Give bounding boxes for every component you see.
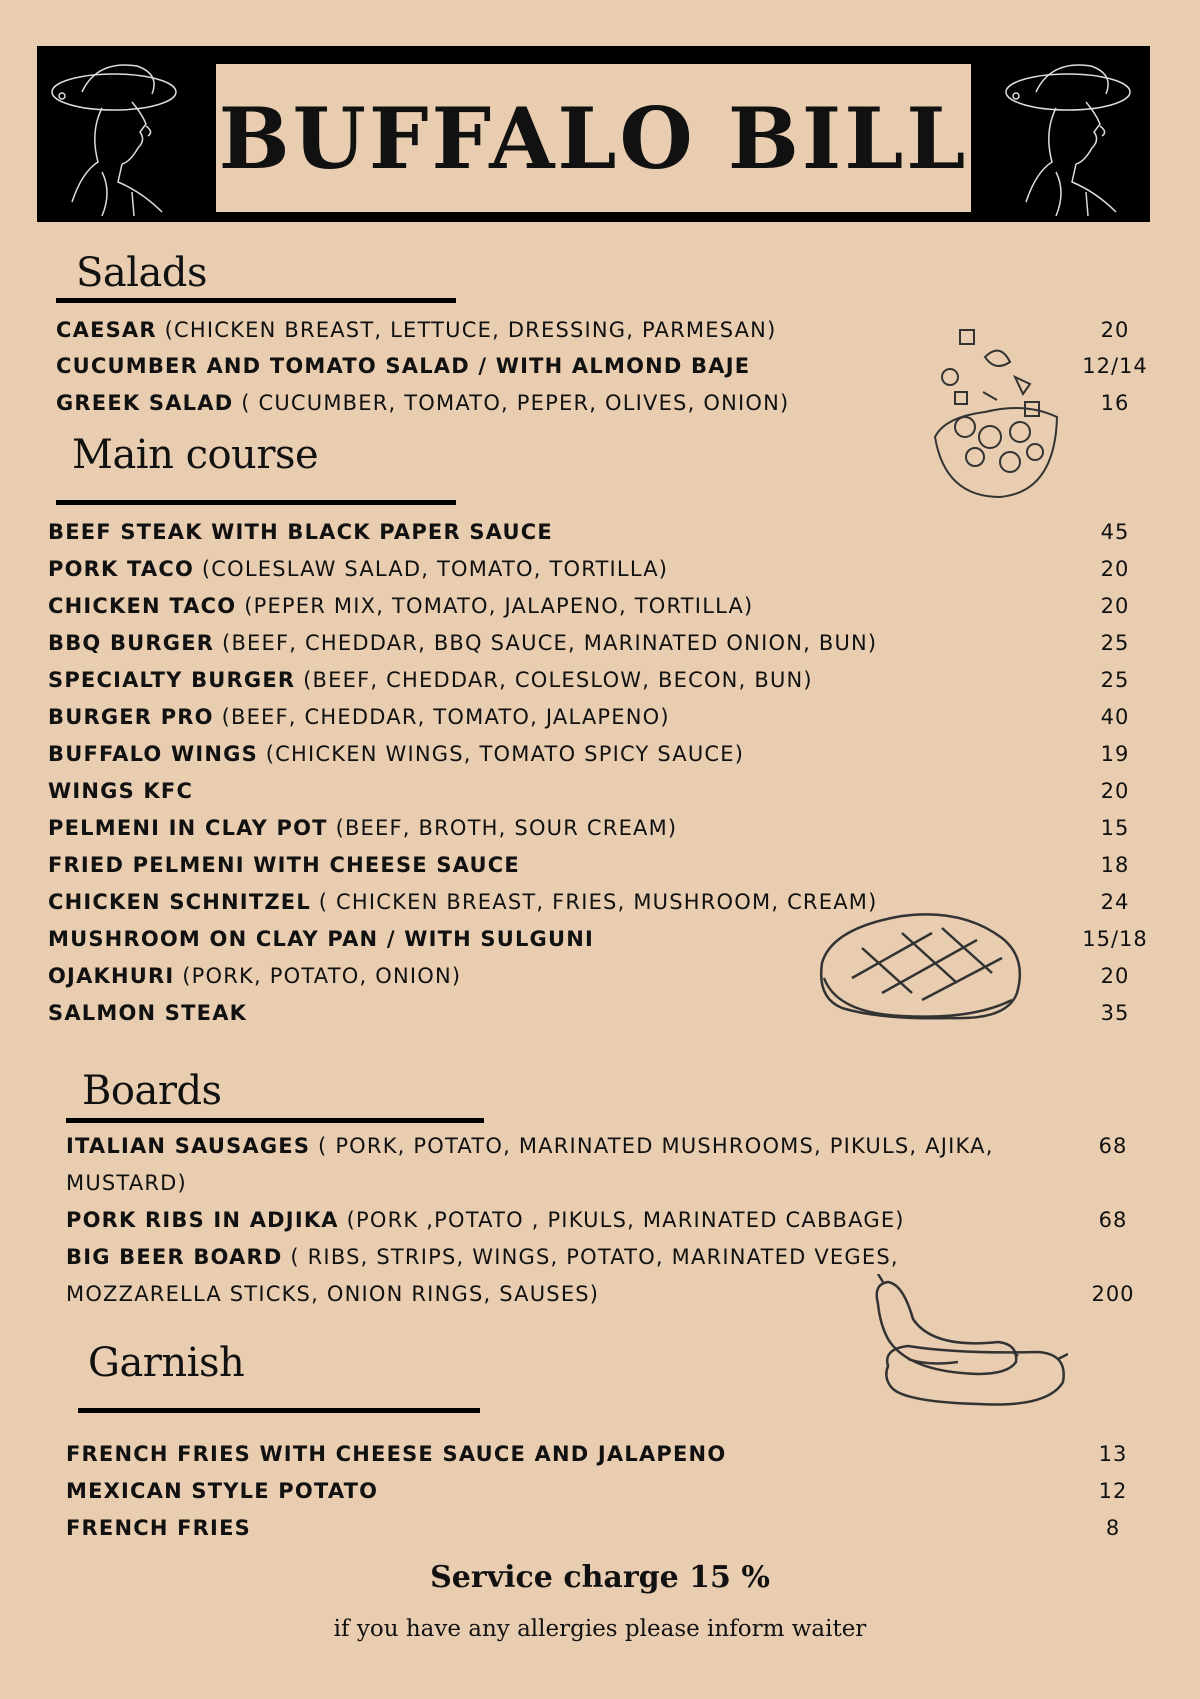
menu-item: BURGER PRO (BEEF, CHEDDAR, TOMATO, JALAPENO): [48, 705, 670, 729]
steak-icon: [812, 908, 1032, 1028]
section-title-garnish: Garnish: [88, 1340, 245, 1386]
menu-item-price: 35: [1100, 1001, 1130, 1025]
section-divider: [66, 1118, 484, 1123]
section-title-boards: Boards: [82, 1068, 222, 1114]
menu-item-continuation: MUSTARD): [66, 1171, 187, 1195]
menu-item-price: 12/14: [1082, 354, 1148, 378]
menu-item: SALMON STEAK: [48, 1001, 248, 1025]
menu-item-price: 20: [1100, 964, 1130, 988]
cowboy-portrait-right-icon: [996, 52, 1146, 216]
menu-item-price: 16: [1100, 391, 1130, 415]
menu-item: GREEK SALAD ( CUCUMBER, TOMATO, PEPER, OLIVES, ONION): [56, 391, 790, 415]
menu-item-price: 200: [1091, 1282, 1135, 1306]
menu-item-price: 15: [1100, 816, 1130, 840]
menu-item: FRENCH FRIES: [66, 1516, 251, 1540]
menu-item: MUSHROOM ON CLAY PAN / WITH SULGUNI: [48, 927, 595, 951]
menu-item-price: 19: [1100, 742, 1130, 766]
menu-item-price: 12: [1098, 1479, 1128, 1503]
menu-item: CAESAR (CHICKEN BREAST, LETTUCE, DRESSING, PARMESAN): [56, 318, 777, 342]
section-title-salads: Salads: [76, 250, 208, 296]
menu-item-price: 25: [1100, 668, 1130, 692]
menu-item-price: 24: [1100, 890, 1130, 914]
menu-item-price: 20: [1100, 779, 1130, 803]
menu-item-price: 68: [1098, 1208, 1128, 1232]
section-divider: [78, 1408, 480, 1413]
menu-item-continuation: MOZZARELLA STICKS, ONION RINGS, SAUSES): [66, 1282, 600, 1306]
section-divider: [56, 298, 456, 303]
allergy-note: if you have any allergies please inform waiter: [333, 1616, 867, 1642]
menu-item-price: 68: [1098, 1134, 1128, 1158]
restaurant-title: BUFFALO BILL: [218, 88, 969, 188]
menu-item-price: 20: [1100, 318, 1130, 342]
menu-item-price: 20: [1100, 594, 1130, 618]
menu-item: MEXICAN STYLE POTATO: [66, 1479, 379, 1503]
menu-item-price: 15/18: [1082, 927, 1148, 951]
cowboy-portrait-left-icon: [42, 52, 192, 216]
menu-item: CHICKEN SCHNITZEL ( CHICKEN BREAST, FRIES, MUSHROOM, CREAM): [48, 890, 878, 914]
menu-item: PORK RIBS IN ADJIKA (PORK ,POTATO , PIKULS, MARINATED CABBAGE): [66, 1208, 905, 1232]
salad-bowl-icon: [925, 322, 1065, 502]
section-title-main-course: Main course: [72, 432, 319, 478]
sausages-icon: [868, 1274, 1068, 1410]
menu-item: BBQ BURGER (BEEF, CHEDDAR, BBQ SAUCE, MARINATED ONION, BUN): [48, 631, 878, 655]
menu-item-price: 45: [1100, 520, 1130, 544]
menu-item-price: 25: [1100, 631, 1130, 655]
menu-item: PELMENI IN CLAY POT (BEEF, BROTH, SOUR CREAM): [48, 816, 678, 840]
menu-item-price: 8: [1105, 1516, 1121, 1540]
menu-item: FRENCH FRIES WITH CHEESE SAUCE AND JALAPENO: [66, 1442, 727, 1466]
menu-item-price: 40: [1100, 705, 1130, 729]
menu-item: BEEF STEAK WITH BLACK PAPER SAUCE: [48, 520, 553, 544]
service-charge-note: Service charge 15 %: [430, 1560, 770, 1595]
menu-item: SPECIALTY BURGER (BEEF, CHEDDAR, COLESLOW, BECON, BUN): [48, 668, 813, 692]
menu-item-price: 20: [1100, 557, 1130, 581]
menu-item: OJAKHURI (PORK, POTATO, ONION): [48, 964, 462, 988]
menu-item: CUCUMBER AND TOMATO SALAD / WITH ALMOND BAJE: [56, 354, 751, 378]
menu-item: FRIED PELMENI WITH CHEESE SAUCE: [48, 853, 520, 877]
menu-item: BUFFALO WINGS (CHICKEN WINGS, TOMATO SPICY SAUCE): [48, 742, 745, 766]
menu-item: CHICKEN TACO (PEPER MIX, TOMATO, JALAPENO, TORTILLA): [48, 594, 754, 618]
menu-item: BIG BEER BOARD ( RIBS, STRIPS, WINGS, POTATO, MARINATED VEGES,: [66, 1245, 899, 1269]
menu-item: ITALIAN SAUSAGES ( PORK, POTATO, MARINATED MUSHROOMS, PIKULS, AJIKA,: [66, 1134, 994, 1158]
section-divider: [56, 500, 456, 505]
menu-item: WINGS KFC: [48, 779, 194, 803]
menu-item-price: 13: [1098, 1442, 1128, 1466]
menu-item-price: 18: [1100, 853, 1130, 877]
menu-item: PORK TACO (COLESLAW SALAD, TOMATO, TORTILLA): [48, 557, 669, 581]
